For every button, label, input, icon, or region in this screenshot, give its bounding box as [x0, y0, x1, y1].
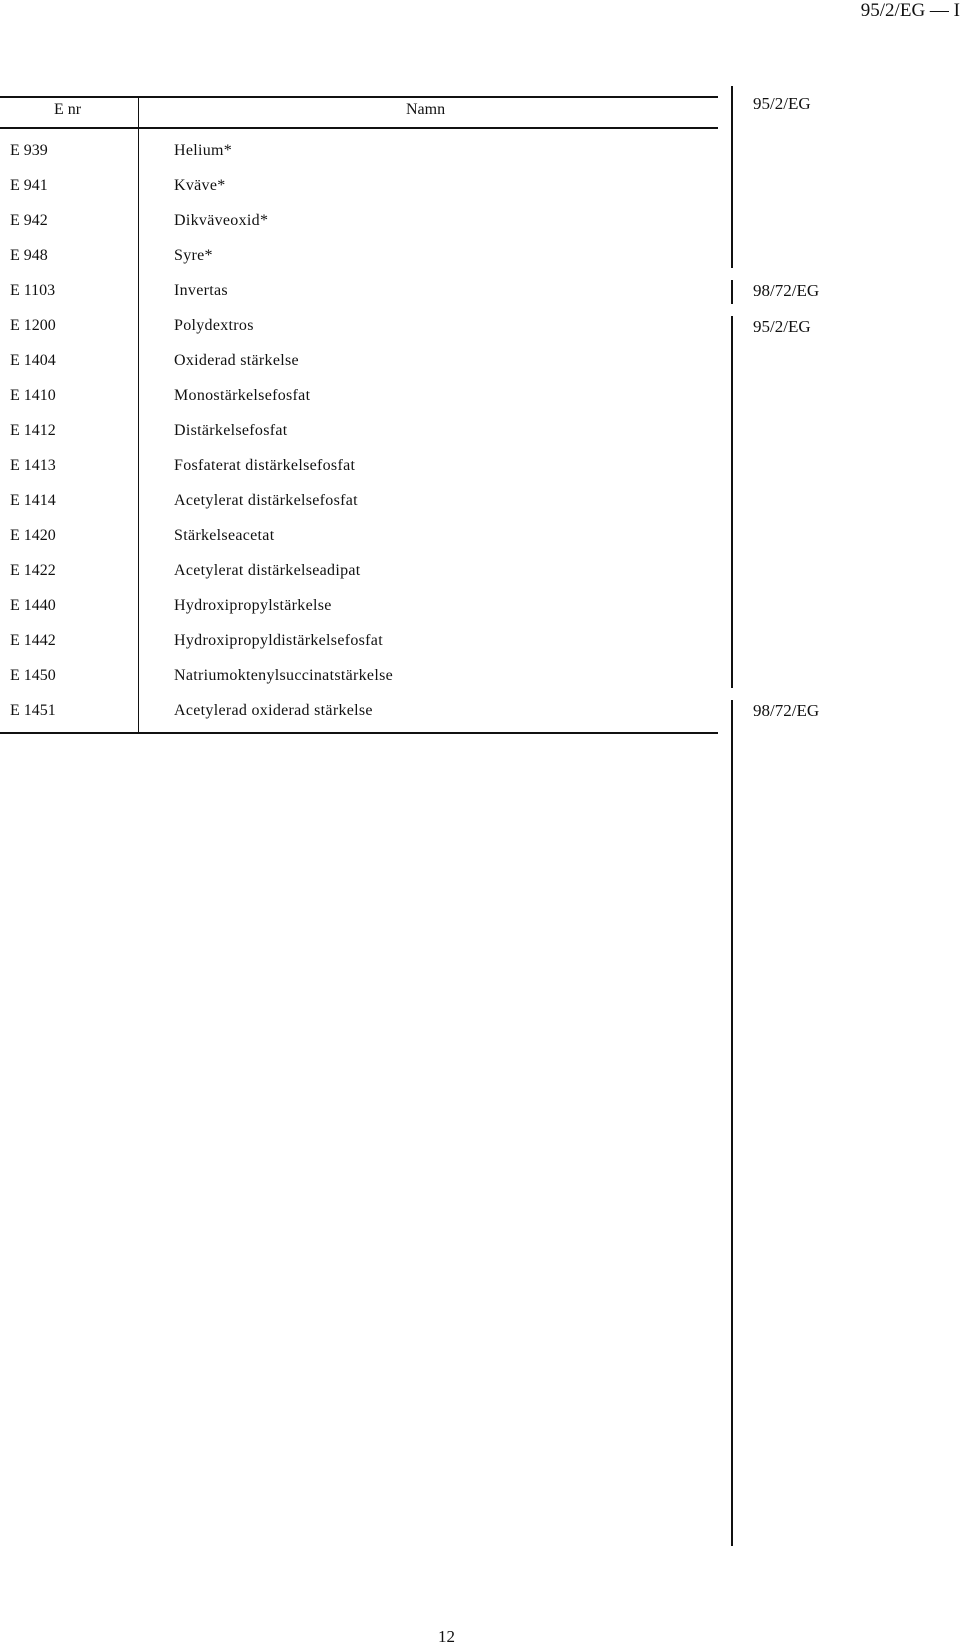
e-number: E 1404 [10, 352, 56, 369]
table-bottom-rule [0, 732, 718, 734]
header-doc-ref: 95/2/EG — I [860, 0, 960, 21]
additive-name: Invertas [174, 282, 228, 299]
e-number: E 1103 [10, 282, 56, 299]
margin-bar [731, 86, 733, 268]
margin-bar [731, 280, 733, 304]
table-row [0, 591, 718, 626]
additive-name: Helium* [174, 142, 233, 159]
additive-name: Distärkelsefosfat [174, 422, 288, 439]
e-number: E 1440 [10, 597, 56, 614]
table-row [0, 276, 718, 311]
margin-note: 98/72/EG [753, 281, 820, 300]
additive-name: Monostärkelsefosfat [174, 387, 311, 404]
table-row [0, 171, 718, 206]
e-number: E 1410 [10, 387, 56, 404]
additive-name: Natriumoktenylsuccinatstärkelse [174, 667, 394, 684]
table-row [0, 696, 718, 731]
e-number: E 948 [10, 247, 48, 264]
table-row [0, 241, 718, 276]
table-row [0, 556, 718, 591]
e-number: E 1422 [10, 562, 56, 579]
e-number: E 939 [10, 142, 48, 159]
table-row [0, 416, 718, 451]
e-number: E 1414 [10, 492, 56, 509]
additive-name: Hydroxipropyldistärkelsefosfat [174, 632, 383, 649]
additive-name: Acetylerad oxiderad stärkelse [174, 702, 373, 719]
table-top-rule [0, 96, 718, 98]
additive-name: Acetylerat distärkelsefosfat [174, 492, 358, 509]
additive-name: Hydroxipropylstärkelse [174, 597, 332, 614]
e-number: E 1451 [10, 702, 56, 719]
table-header-rule [0, 127, 718, 129]
margin-note: 95/2/EG [753, 94, 811, 113]
e-number: E 942 [10, 212, 48, 229]
margin-bar [731, 700, 733, 1546]
table-row [0, 311, 718, 346]
table-body [0, 136, 718, 731]
e-number: E 1412 [10, 422, 56, 439]
column-header-name: Namn [406, 101, 446, 118]
table-row [0, 381, 718, 416]
e-number: E 941 [10, 177, 48, 194]
table-row [0, 136, 718, 171]
margin-note: 95/2/EG [753, 317, 811, 336]
table-row [0, 451, 718, 486]
additive-name: Stärkelseacetat [174, 527, 275, 544]
margin-note: 98/72/EG [753, 701, 820, 720]
additive-name: Kväve* [174, 177, 226, 194]
additive-name: Oxiderad stärkelse [174, 352, 299, 369]
additive-name: Dikväveoxid* [174, 212, 269, 229]
e-number: E 1200 [10, 317, 56, 334]
e-number: E 1420 [10, 527, 56, 544]
table-row [0, 626, 718, 661]
column-header-code: E nr [54, 101, 82, 118]
table-row [0, 346, 718, 381]
table-row [0, 206, 718, 241]
additive-name: Acetylerat distärkelseadipat [174, 562, 361, 579]
additive-name: Syre* [174, 247, 213, 264]
e-number: E 1413 [10, 457, 56, 474]
margin-bar [731, 316, 733, 688]
e-number: E 1442 [10, 632, 56, 649]
additive-name: Polydextros [174, 317, 254, 334]
table-row [0, 521, 718, 556]
e-number: E 1450 [10, 667, 56, 684]
additive-name: Fosfaterat distärkelsefosfat [174, 457, 356, 474]
table-row [0, 486, 718, 521]
table-row [0, 661, 718, 696]
page-number: 12 [438, 1627, 455, 1646]
